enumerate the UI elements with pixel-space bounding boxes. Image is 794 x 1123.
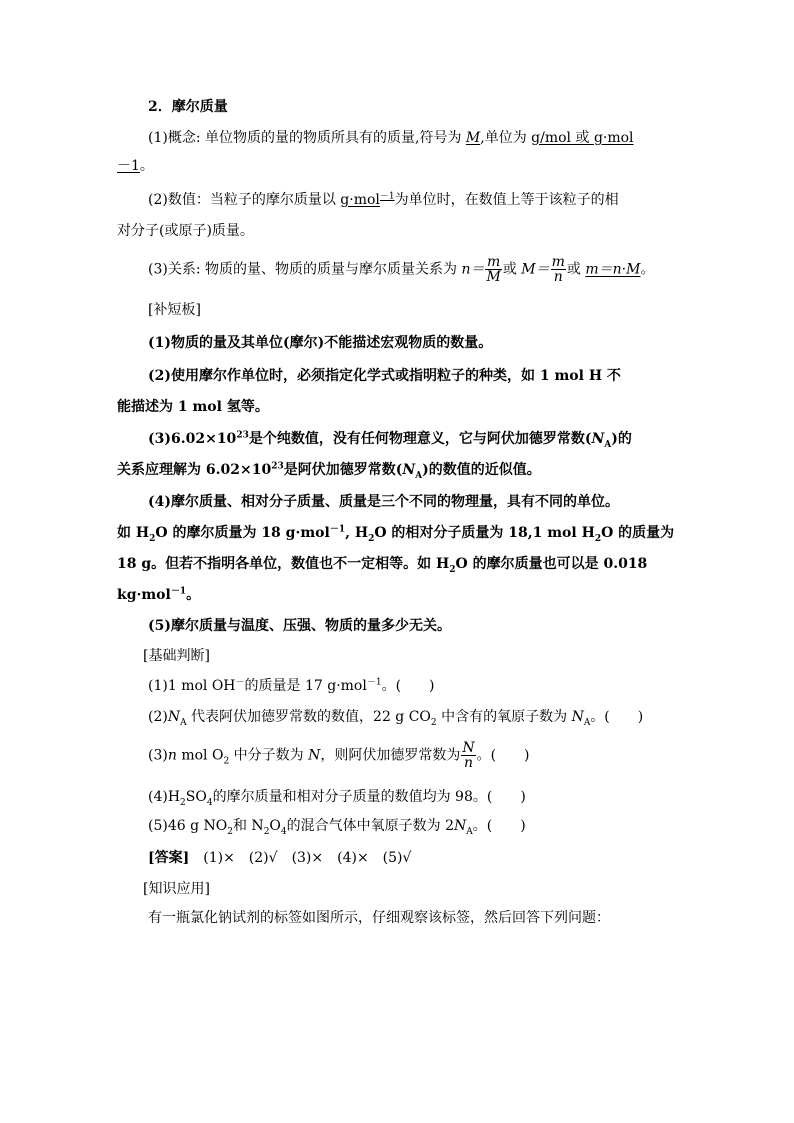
value-line-2: 对分子(或原子)质量。 <box>117 223 254 239</box>
judge-title: [基础判断] <box>143 648 210 664</box>
supplement-item-5: (5)摩尔质量与温度、压强、物质的量多少无关。 <box>148 618 451 634</box>
relation-line: (3)关系: 物质的量、物质的质量与摩尔质量关系为 n＝ $\frac{m}{M}$ 或 M＝ $\frac{m}{n}$ 或 m＝n·M。 <box>148 254 655 285</box>
fraction-m-over-M: $\frac{m}{M}$ <box>486 254 501 285</box>
supplement-item-4-line-3: 18 g。但若不指明各单位，数值也不一定相等。如 $H_2O$ 的摩尔质量也可以是 0.018 <box>117 556 648 575</box>
supplement-item-1: (1)物质的量及其单位(摩尔)不能描述宏观物质的数量。 <box>148 335 493 351</box>
judge-question-1: (1)1 mol OH－的质量是 17 g·mol$^{-1}$。( ) <box>148 677 435 694</box>
application-title: [知识应用] <box>143 881 210 897</box>
supplement-item-4-line-4: kg·mol$^{-1}$。 <box>117 586 201 603</box>
supplement-item-2-line-1: (2)使用摩尔作单位时，必须指定化学式或指明粒子的种类，如 1 mol H 不 <box>148 368 621 384</box>
fraction-N-over-n: $\frac{N}{n}$ <box>462 740 475 771</box>
supplement-item-3-line-2: 关系应理解为 $6.02\times 10^{23}$是阿伏加德罗常数$(N_A)$的数值的近似值。 <box>117 461 541 481</box>
supplement-item-3-line-1: $(3)6.02\times 10^{23}$是个纯数值，没有任何物理意义，它与阿伏加德罗常数$(N_A)$的 <box>148 430 632 450</box>
judge-question-5: (5)46 g $NO_2$和 $N_2O_4$的混合气体中氧原子数为 $2N_A$。( ) <box>148 818 526 837</box>
judge-question-4: $(4)H_2SO_4$的摩尔质量和相对分子质量的数值均为 98。( ) <box>148 789 526 808</box>
supplement-item-2-line-2: 能描述为 1 mol 氢等。 <box>117 399 269 415</box>
section-heading: 2．摩尔质量 <box>148 99 228 115</box>
judge-question-2: $(2)N_A$ 代表阿伏加德罗常数的数值，22 g $CO_2$ 中含有的氧原子数为 $N_A$。( ) <box>148 709 644 728</box>
value-line-1: (2)数值：当粒子的摩尔质量以 g·mol$^{-1}$为单位时，在数值上等于该粒子的相 <box>148 191 619 208</box>
fraction-m-over-n: $\frac{m}{n}$ <box>551 254 565 285</box>
application-text: 有一瓶氯化钠试剂的标签如图所示，仔细观察该标签，然后回答下列问题： <box>148 910 610 926</box>
judge-question-3: (3)n mol $O_2$ 中分子数为 N，则阿伏加德罗常数为 $\frac{N}{n}$ 。( ) <box>148 740 530 771</box>
concept-line-1: (1)概念: 单位物质的量的物质所具有的质量,符号为 M,单位为 g/mol 或 g·mol <box>148 130 634 146</box>
supplement-title: [补短板] <box>148 302 201 318</box>
judge-answer: [答案] (1)× (2)√ (3)× (4)× (5)√ <box>148 850 412 866</box>
concept-line-2: －1。 <box>117 158 154 174</box>
supplement-item-4-line-2: 如 $H_2O$ 的摩尔质量为 18 g·mol$^{-1}$, $H_2O$ 的相对分子质量为 18,1 mol $H_2O$ 的质量为 <box>117 524 675 544</box>
supplement-item-4-line-1: (4)摩尔质量、相对分子质量、质量是三个不同的物理量，具有不同的单位。 <box>148 494 619 510</box>
